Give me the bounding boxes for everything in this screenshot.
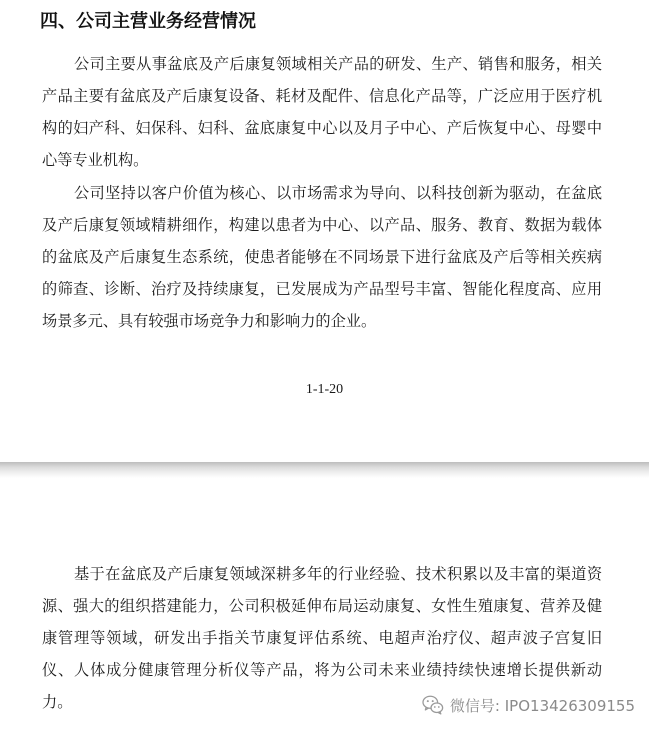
section-heading: 四、公司主营业务经营情况 [40, 11, 256, 32]
wechat-icon [422, 695, 444, 715]
paragraph-expansion: 基于在盆底及产后康复领域深耕多年的行业经验、技术积累以及丰富的渠道资源、强大的组织搭建能力，公司积极延伸布局运动康复、女性生殖康复、营养及健康管理等领域，研发出手指关节康复评估系统、电超声治疗仪、超声波子宫复旧仪、人体成分健康管理分析仪等产品，将为公司未来业绩持续快速增长提供新动力。 [42, 565, 602, 711]
paragraph-main-business: 公司主要从事盆底及产后康复领域相关产品的研发、生产、销售和服务，相关产品主要有盆底及产后康复设备、耗材及配件、信息化产品等，广泛应用于医疗机构的妇产科、妇保科、妇科、盆底康复中心以及月子中心、产后恢复中心、母婴中心等专业机构。 [42, 55, 602, 169]
paragraph-strategy: 公司坚持以客户价值为核心、以市场需求为导向、以科技创新为驱动，在盆底及产后康复领域精耕细作，构建以患者为中心、以产品、服务、教育、数据为载体的盆底及产后康复生态系统，使患者能够在不同场景下进行盆底及产后等相关疾病的筛查、诊断、治疗及持续康复，已发展成为产品型号丰富、智能化程度高、应用场景多元、具有较强市场竞争力和影响力的企业。 [42, 184, 602, 330]
wechat-watermark [422, 694, 635, 716]
page-separator [0, 462, 649, 478]
watermark-text: 微信号: IPO13426309155 [449, 696, 635, 715]
page-number: 1-1-20 [305, 382, 344, 397]
